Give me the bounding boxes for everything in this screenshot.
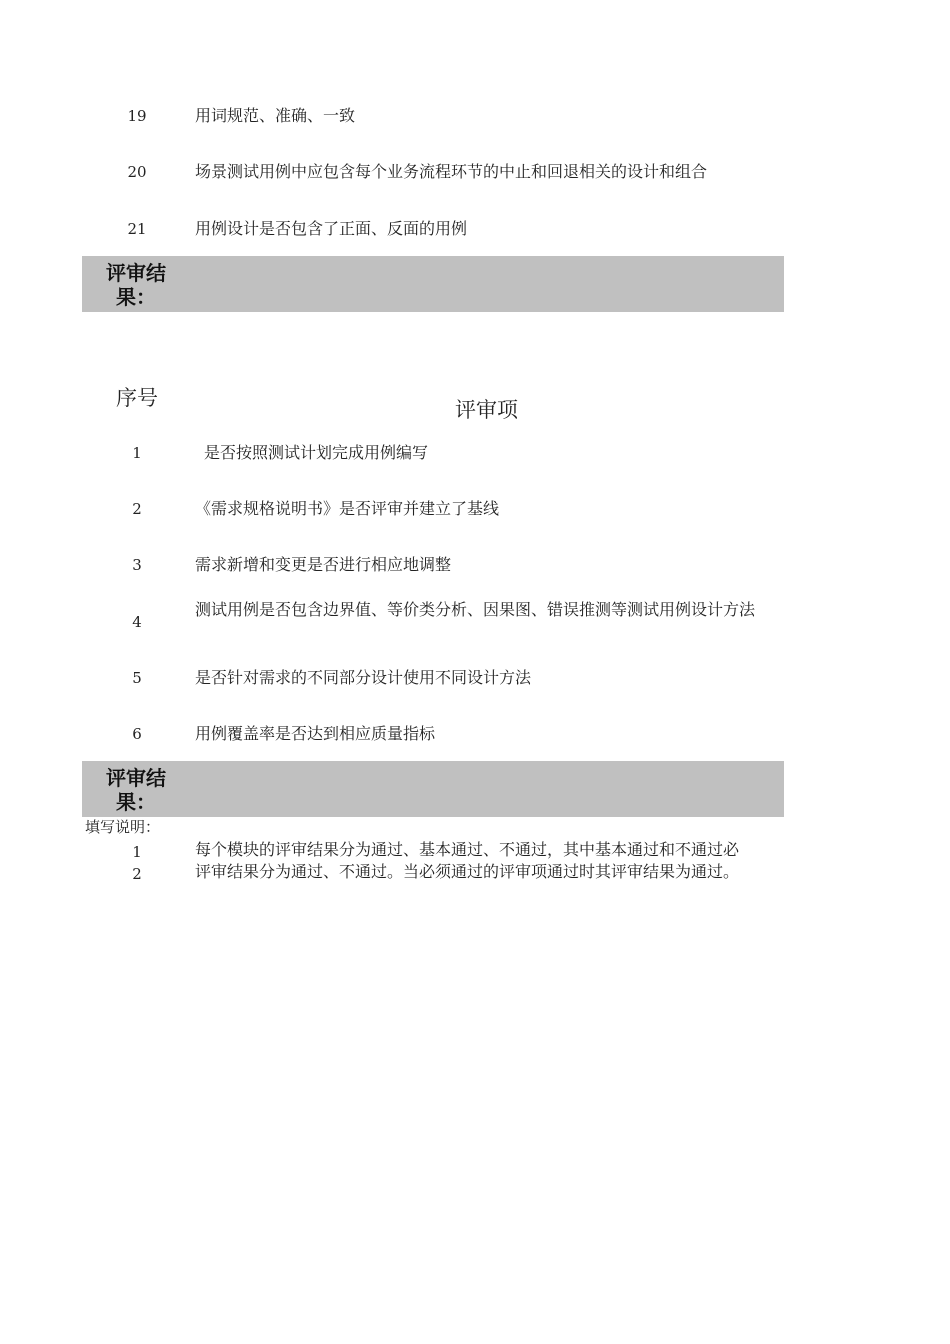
row-number: 21	[127, 220, 147, 238]
row-number: 5	[132, 669, 142, 687]
review-item-text: 用词规范、准确、一致	[195, 106, 356, 125]
review-result-label: 评审结果：	[106, 261, 166, 309]
row-number: 2	[132, 500, 142, 518]
review-result-bar	[82, 761, 784, 817]
review-result-bar	[82, 256, 784, 312]
notes-label: 填写说明：	[85, 818, 161, 836]
review-item-text: 场景测试用例中应包含每个业务流程环节的中止和回退相关的设计和组合	[195, 162, 708, 181]
review-item-text: 是否针对需求的不同部分设计使用不同设计方法	[195, 668, 532, 687]
row-number: 3	[132, 556, 142, 574]
note-number: 1	[132, 843, 142, 861]
review-item-text: 需求新增和变更是否进行相应地调整	[195, 555, 452, 574]
column-header-review-item: 评审项	[455, 398, 518, 422]
note-text: 每个模块的评审结果分为通过、基本通过、不通过，其中基本通过和不通过必	[195, 840, 740, 859]
note-number: 2	[132, 865, 142, 883]
row-number: 4	[132, 613, 142, 631]
review-item-text: 用例设计是否包含了正面、反面的用例	[195, 219, 468, 238]
row-number: 6	[132, 725, 142, 743]
review-result-label: 评审结果：	[106, 766, 166, 814]
row-number: 1	[132, 444, 142, 462]
review-item-text: 《需求规格说明书》是否评审并建立了基线	[195, 499, 500, 518]
row-number: 20	[127, 163, 147, 181]
column-header-number: 序号	[116, 386, 158, 410]
review-item-text: 是否按照测试计划完成用例编写	[204, 443, 429, 462]
row-number: 19	[127, 107, 147, 125]
review-item-text: 测试用例是否包含边界值、等价类分析、因果图、错误推测等测试用例设计方法	[195, 600, 756, 619]
review-item-text: 用例覆盖率是否达到相应质量指标	[195, 724, 436, 743]
note-text: 评审结果分为通过、不通过。当必须通过的评审项通过时其评审结果为通过。	[195, 862, 740, 881]
